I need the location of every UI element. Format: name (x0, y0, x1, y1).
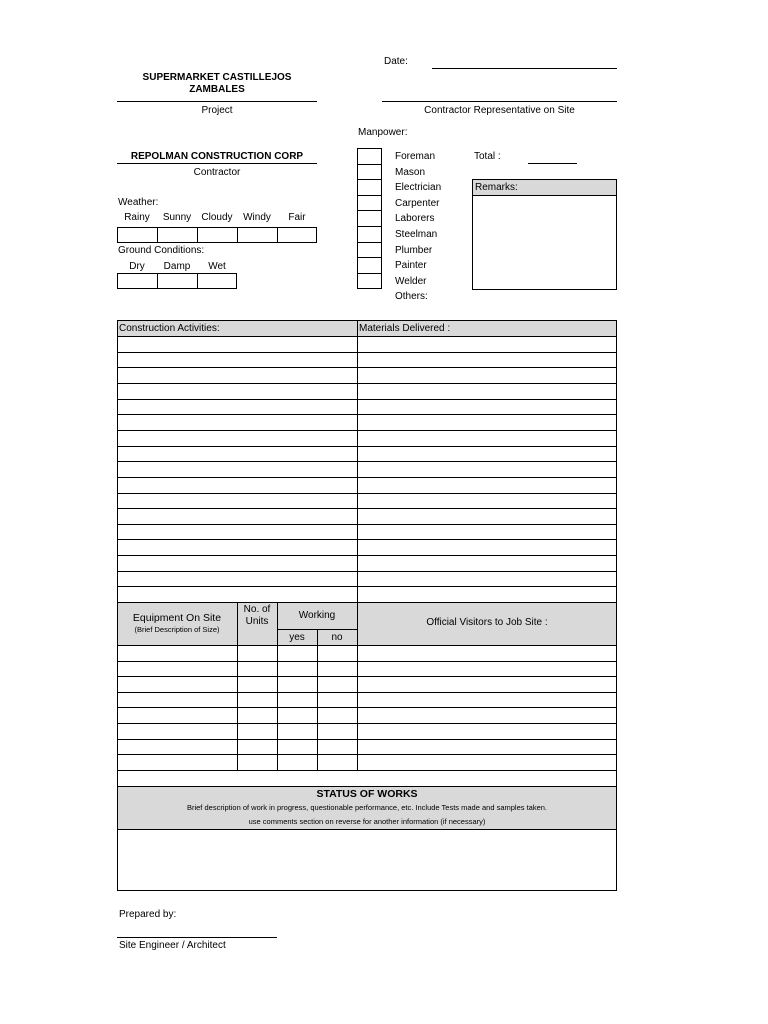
activities-header: Construction Activities: (119, 323, 220, 334)
table-row[interactable] (117, 493, 617, 494)
equipment-col-divider-4 (357, 602, 358, 770)
manpower-role-label: Foreman (395, 151, 436, 162)
table-row[interactable] (117, 508, 617, 509)
rep-label: Contractor Representative on Site (424, 105, 575, 116)
date-field[interactable] (432, 68, 617, 69)
ground-checkbox-damp[interactable] (157, 273, 198, 289)
equipment-subtitle: (Brief Description of Size) (134, 625, 220, 634)
signature-line[interactable] (117, 937, 277, 938)
table-row[interactable] (117, 336, 617, 337)
manpower-role-label: Carpenter (395, 197, 440, 209)
weather-checkbox-fair[interactable] (277, 227, 317, 243)
manpower-role-label: Steelman (395, 229, 438, 240)
working-yes-label: yes (289, 632, 305, 643)
ground-option-wet: Wet (208, 261, 226, 272)
manpower-count-box[interactable] (357, 179, 382, 196)
total-label: Total : (474, 151, 501, 162)
weather-option-sunny: Sunny (162, 212, 192, 223)
table-row[interactable] (117, 707, 617, 708)
working-label: Working (298, 610, 336, 621)
status-instructions-line1: Brief description of work in progress, questionable performance, etc. Include Tests made and samples taken. (186, 803, 548, 812)
table-row[interactable] (117, 555, 617, 556)
table-row[interactable] (117, 539, 617, 540)
manpower-count-box[interactable] (357, 164, 382, 181)
manpower-role-label: Others: (395, 291, 428, 303)
table-row[interactable] (117, 414, 617, 415)
project-name-line2: ZAMBALES (189, 84, 245, 95)
table-row[interactable] (117, 446, 617, 447)
status-title: STATUS OF WORKS (316, 788, 418, 800)
remarks-label: Remarks: (475, 182, 518, 193)
manpower-role-label: Electrician (395, 182, 442, 194)
table-row[interactable] (117, 676, 617, 677)
manpower-label: Manpower: (358, 127, 408, 138)
working-no-label: no (331, 632, 343, 643)
contractor-name: REPOLMAN CONSTRUCTION CORP (130, 151, 304, 162)
manpower-count-box[interactable] (357, 242, 382, 259)
ground-option-dry: Dry (129, 261, 145, 272)
status-instructions-line2: use comments section on reverse for another information (if necessary) (248, 817, 486, 826)
manpower-role-label: Plumber (395, 244, 433, 256)
contractor-underline (117, 163, 317, 164)
weather-checkbox-rainy[interactable] (117, 227, 158, 243)
manpower-role-label: Painter (395, 260, 427, 272)
table-row[interactable] (117, 367, 617, 368)
ground-option-damp: Damp (163, 261, 191, 272)
ground-checkbox-dry[interactable] (117, 273, 158, 289)
ground-label: Ground Conditions: (118, 245, 205, 256)
table-row[interactable] (117, 586, 617, 587)
weather-label: Weather: (118, 197, 159, 208)
ground-checkbox-wet[interactable] (197, 273, 237, 289)
table-row[interactable] (117, 399, 617, 400)
table-row[interactable] (117, 524, 617, 525)
total-field[interactable] (528, 163, 577, 164)
table-row[interactable] (117, 571, 617, 572)
table-row[interactable] (117, 754, 617, 755)
date-label: Date: (384, 56, 408, 67)
equipment-col-divider-2 (277, 602, 278, 770)
table-row[interactable] (117, 461, 617, 462)
equipment-title: Equipment On Site (132, 612, 222, 624)
prepared-by-label: Prepared by: (119, 909, 177, 920)
signer-title: Site Engineer / Architect (119, 940, 226, 951)
table-row[interactable] (117, 723, 617, 724)
weather-option-windy: Windy (243, 212, 271, 223)
table-row[interactable] (117, 692, 617, 693)
visitors-header: Official Visitors to Job Site : (426, 617, 548, 628)
manpower-role-label: Welder (395, 275, 427, 287)
weather-option-fair: Fair (288, 212, 306, 223)
table-row[interactable] (117, 383, 617, 384)
weather-option-cloudy: Cloudy (201, 212, 233, 223)
table-row[interactable] (117, 352, 617, 353)
table-row[interactable] (117, 430, 617, 431)
rep-field[interactable] (382, 101, 617, 102)
manpower-count-box[interactable] (357, 226, 382, 243)
units-label-line2: Units (245, 616, 269, 627)
manpower-count-box[interactable] (357, 195, 382, 212)
project-name-line1: SUPERMARKET CASTILLEJOS (142, 72, 292, 83)
manpower-count-box[interactable] (357, 210, 382, 227)
weather-checkbox-windy[interactable] (237, 227, 278, 243)
manpower-role-label: Mason (395, 166, 426, 178)
table-row[interactable] (117, 770, 617, 771)
equipment-col-divider-1 (237, 602, 238, 770)
table-row[interactable] (117, 477, 617, 478)
table-row[interactable] (117, 739, 617, 740)
manpower-role-label: Laborers (395, 213, 435, 225)
manpower-count-box[interactable] (357, 148, 382, 165)
weather-option-rainy: Rainy (124, 212, 150, 223)
project-underline (117, 101, 317, 102)
manpower-count-box[interactable] (357, 273, 382, 290)
equipment-col-divider-3 (317, 629, 318, 770)
contractor-label: Contractor (193, 167, 241, 178)
units-label-line1: No. of (243, 604, 271, 615)
weather-checkbox-cloudy[interactable] (197, 227, 238, 243)
project-label: Project (201, 105, 233, 116)
table-row[interactable] (117, 661, 617, 662)
manpower-count-box[interactable] (357, 257, 382, 274)
table-row[interactable] (117, 645, 617, 646)
weather-checkbox-sunny[interactable] (157, 227, 198, 243)
materials-header: Materials Delivered : (359, 323, 451, 334)
